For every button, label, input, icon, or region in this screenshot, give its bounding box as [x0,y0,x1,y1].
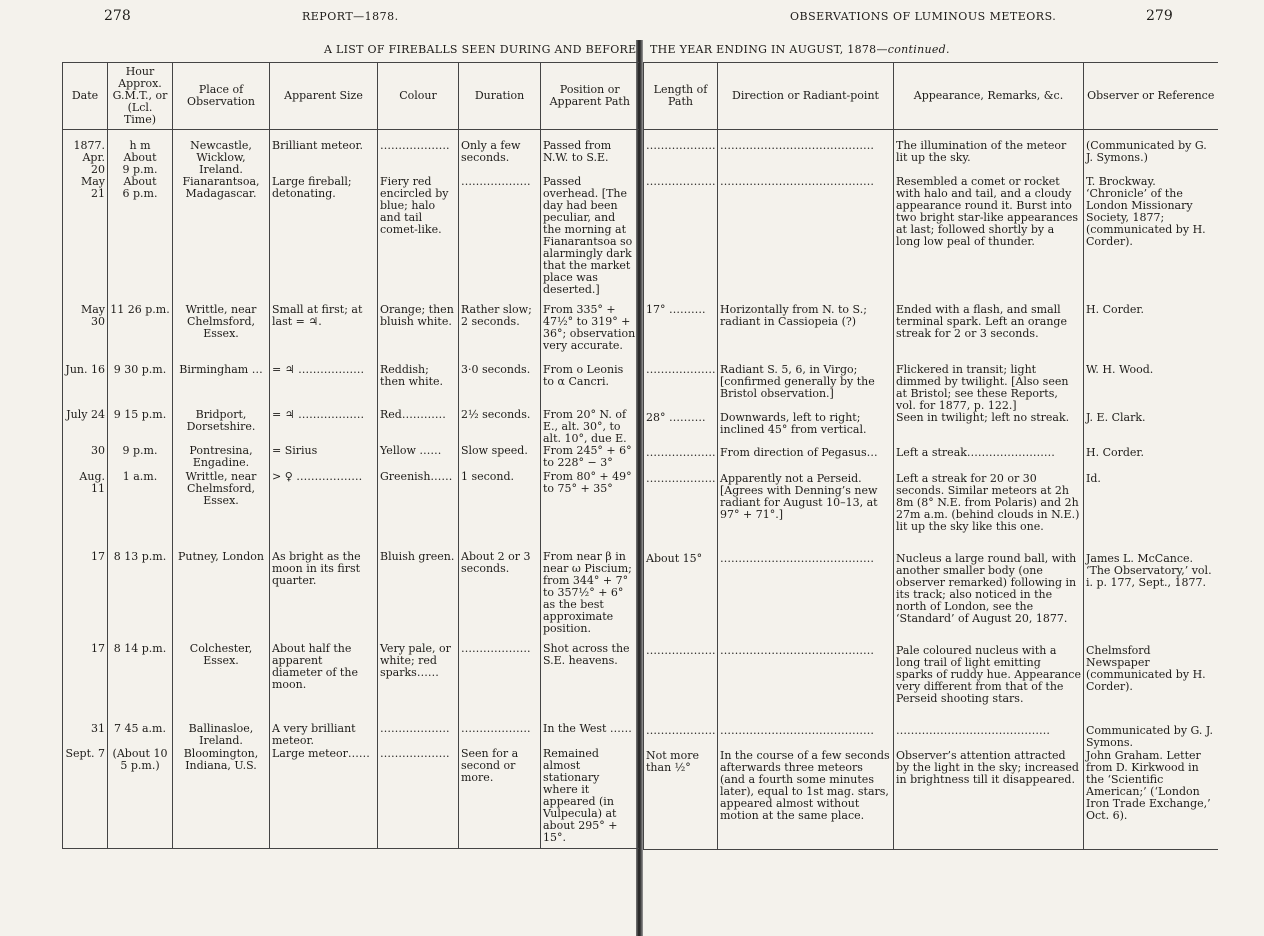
cell-size: = ♃ ……………… [270,364,378,409]
cell-hour: 9 30 p.m. [108,364,173,409]
cell-length: ………………. [644,130,718,176]
cell-size: A very brilliant meteor. [270,723,378,748]
cell-date: 31 [63,723,108,748]
cell-hour: 7 45 a.m. [108,723,173,748]
table-title-left: A LIST OF FIREBALLS SEEN DURING AND BEFORE [324,43,637,56]
col-colour-header: Colour [378,63,459,130]
cell-duration: 1 second. [459,471,541,551]
cell-path: Passed from N.W. to S.E. [541,130,639,177]
cell-observer: J. E. Clark. [1084,412,1218,447]
cell-size: Small at first; at last = ♃. [270,304,378,364]
left-page-number: 278 [104,8,131,24]
cell-path: From 80° + 49° to 75° + 35° [541,471,639,551]
cell-direction: Downwards, left to right; inclined 45° from vertical. [718,412,894,447]
cell-direction: In the course of a few seconds afterwards three meteors (and a fourth some minutes later), equal to 1st mag. stars, appeared almost without motion at the same place. [718,750,894,850]
cell-remarks: Pale coloured nucleus with a long trail of light emitting sparks of ruddy hue. Appearance very different from that of the Perseid shooting stars. [894,645,1084,725]
table-row [644,645,1218,725]
cell-path: From ο Leonis to α Cancri. [541,364,639,409]
col-date-header: Date [63,63,108,130]
cell-size: = ♃ ……………… [270,409,378,445]
cell-size: Brilliant meteor. [270,130,378,177]
table-row [63,471,639,551]
cell-length: ………………. [644,176,718,304]
table-row [63,409,639,445]
cell-observer: H. Corder. [1084,447,1218,473]
right-page-number: 279 [1146,8,1173,24]
cell-direction: …………………………………… [718,725,894,750]
cell-colour: ………………. [378,748,459,848]
cell-date: May 30 [63,304,108,364]
cell-length: 28° ………. [644,412,718,447]
table-title-right [650,43,950,56]
table-row [644,473,1218,553]
left-header-row [63,63,639,130]
cell-direction: From direction of Pegasus… [718,447,894,473]
cell-place: Birmingham … [173,364,270,409]
table-row [644,364,1218,412]
table-row [63,364,639,409]
cell-date: 17 [63,643,108,723]
table-row [644,447,1218,473]
table-row [644,725,1218,750]
right-header-row [644,63,1218,130]
cell-path: From 335° + 47½° to 319° + 36°; observation very accurate. [541,304,639,364]
cell-size: Large fireball; detonating. [270,176,378,304]
cell-remarks: The illumination of the meteor lit up the sky. [894,130,1084,176]
table-row [644,412,1218,447]
cell-observer: James L. McCance. ‘The Observatory,’ vol. i. p. 177, Sept., 1877. [1084,553,1218,645]
col-size-header: Apparent Size [270,63,378,130]
table-row [63,748,639,848]
cell-colour: ………………. [378,723,459,748]
cell-observer: John Graham. Letter from D. Kirkwood in the ‘Scientific American;’ (‘London Iron Trade Exchange,’ Oct. 6). [1084,750,1218,850]
left-running-head: REPORT—1878. [302,10,399,23]
cell-size: = Sirius [270,445,378,471]
cell-date: 30 [63,445,108,471]
col-hour-header: Hour Approx. G.M.T., or (Lcl. Time) [108,63,173,130]
cell-path: Remained almost stationary where it appeared (in Vulpecula) at about 295° + 15°. [541,748,639,848]
cell-length: ………………. [644,447,718,473]
cell-date: 1877. Apr. 20 [63,130,108,177]
cell-observer: Chelmsford Newspaper (communicated by H. Corder). [1084,645,1218,725]
cell-length: ………………. [644,473,718,553]
cell-remarks: Seen in twilight; left no streak. [894,412,1084,447]
cell-hour: 8 13 p.m. [108,551,173,643]
cell-date: May 21 [63,176,108,304]
cell-place: Fianarantsoa, Madagascar. [173,176,270,304]
cell-observer: Id. [1084,473,1218,553]
cell-place: Writtle, near Chelmsford, Essex. [173,304,270,364]
table-title-right-text: THE YEAR ENDING IN AUGUST, 1878— [650,43,888,56]
cell-remarks: Left a streak for 20 or 30 seconds. Similar meteors at 2h 8m (8° N.E. from Polaris) and 2h 27m a.m. (behind clouds in N.E.) lit up the sky like this one. [894,473,1084,553]
table-row [644,553,1218,645]
cell-length: ………………. [644,364,718,412]
cell-date: 17 [63,551,108,643]
cell-place: Ballinasloe, Ireland. [173,723,270,748]
cell-duration: ………………. [459,723,541,748]
cell-duration: 2½ seconds. [459,409,541,445]
cell-observer: Communicated by G. J. Symons. [1084,725,1218,750]
table-row [644,176,1218,304]
cell-duration: Slow speed. [459,445,541,471]
cell-observer: (Communicated by G. J. Symons.) [1084,130,1218,176]
cell-date: Sept. 7 [63,748,108,848]
table-row [63,176,639,304]
cell-remarks: Left a streak…………………… [894,447,1084,473]
cell-length: ………………. [644,645,718,725]
table-row [644,304,1218,364]
cell-remarks: Observer’s attention attracted by the light in the sky; increased in brightness till it disappeared. [894,750,1084,850]
cell-hour: 8 14 p.m. [108,643,173,723]
cell-direction: …………………………………… [718,553,894,645]
cell-hour: h m About 9 p.m. [108,130,173,177]
cell-remarks: …………………………………… [894,725,1084,750]
cell-direction: …………………………………… [718,645,894,725]
cell-hour: 1 a.m. [108,471,173,551]
table-row [63,445,639,471]
cell-colour: Very pale, or white; red sparks…… [378,643,459,723]
cell-hour: About 6 p.m. [108,176,173,304]
cell-length: ………………. [644,725,718,750]
cell-hour: (About 10 5 p.m.) [108,748,173,848]
cell-date: Jun. 16 [63,364,108,409]
col-path-header: Position or Apparent Path [541,63,639,130]
cell-duration: ………………. [459,643,541,723]
cell-colour: ………………. [378,130,459,177]
cell-colour: Yellow …… [378,445,459,471]
cell-place: Colchester, Essex. [173,643,270,723]
cell-duration: 3·0 seconds. [459,364,541,409]
cell-size: Large meteor…… [270,748,378,848]
cell-colour: Red………… [378,409,459,445]
cell-date: Aug. 11 [63,471,108,551]
fireball-table-right [643,62,1218,850]
cell-path: In the West …… [541,723,639,748]
table-row [644,750,1218,850]
cell-duration: Seen for a second or more. [459,748,541,848]
col-length-header: Length of Path [644,63,718,130]
fireball-table-left [62,62,639,849]
cell-colour: Greenish…… [378,471,459,551]
cell-colour: Reddish; then white. [378,364,459,409]
cell-colour: Bluish green. [378,551,459,643]
cell-remarks: Nucleus a large round ball, with another smaller body (one observer remarked) following in its track; also noticed in the north of London, see the ‘Standard’ of August 20, 1877. [894,553,1084,645]
table-row [63,304,639,364]
table-row [63,723,639,748]
cell-hour: 11 26 p.m. [108,304,173,364]
table-title-continued: continued. [887,43,950,56]
cell-path: Passed overhead. [The day had been peculiar, and the morning at Fianarantsoa so alarmingly dark that the market place was deserted.] [541,176,639,304]
cell-size: > ♀ ……………… [270,471,378,551]
cell-direction: Apparently not a Perseid. [Agrees with Denning’s new radiant for August 10–13, at 97° + 71°.] [718,473,894,553]
cell-observer: T. Brockway. ‘Chronicle’ of the London Missionary Society, 1877; (communicated by H. Corder). [1084,176,1218,304]
cell-date: July 24 [63,409,108,445]
cell-direction: …………………………………… [718,176,894,304]
cell-hour: 9 15 p.m. [108,409,173,445]
table-row [644,130,1218,176]
col-remarks-header: Appearance, Remarks, &c. [894,63,1084,130]
cell-length: About 15° [644,553,718,645]
table-row [63,643,639,723]
cell-duration: Only a few seconds. [459,130,541,177]
cell-remarks: Ended with a flash, and small terminal spark. Left an orange streak for 2 or 3 seconds. [894,304,1084,364]
cell-remarks: Resembled a comet or rocket with halo and tail, and a cloudy appearance round it. Burst into two bright star-like appearances at last; followed shortly by a long low peal of thunder. [894,176,1084,304]
table-row [63,130,639,177]
cell-place: Bridport, Dorsetshire. [173,409,270,445]
cell-duration: About 2 or 3 seconds. [459,551,541,643]
cell-place: Writtle, near Chelmsford, Essex. [173,471,270,551]
cell-path: From 245° + 6° to 228° − 3° [541,445,639,471]
cell-hour: 9 p.m. [108,445,173,471]
cell-direction: Radiant S. 5, 6, in Virgo; [confirmed generally by the Bristol observation.] [718,364,894,412]
cell-remarks: Flickered in transit; light dimmed by twilight. [Also seen at Bristol; see these Reports, vol. for 1877, p. 122.] [894,364,1084,412]
cell-path: Shot across the S.E. heavens. [541,643,639,723]
cell-direction: Horizontally from N. to S.; radiant in Cassiopeia (?) [718,304,894,364]
col-duration-header: Duration [459,63,541,130]
cell-observer: W. H. Wood. [1084,364,1218,412]
cell-duration: Rather slow; 2 seconds. [459,304,541,364]
cell-place: Pontresina, Engadine. [173,445,270,471]
cell-duration: ………………. [459,176,541,304]
col-place-header: Place of Observation [173,63,270,130]
cell-size: About half the apparent diameter of the moon. [270,643,378,723]
cell-place: Bloomington, Indiana, U.S. [173,748,270,848]
cell-place: Putney, London [173,551,270,643]
cell-colour: Fiery red encircled by blue; halo and tail comet-like. [378,176,459,304]
col-direction-header: Direction or Radiant-point [718,63,894,130]
cell-size: As bright as the moon in its first quarter. [270,551,378,643]
cell-path: From 20° N. of E., alt. 30°, to alt. 10°, due E. [541,409,639,445]
cell-length: Not more than ½° [644,750,718,850]
col-observer-header: Observer or Reference [1084,63,1218,130]
cell-path: From near β in near ω Piscium; from 344° + 7° to 357½° + 6° as the best approximate position. [541,551,639,643]
cell-observer: H. Corder. [1084,304,1218,364]
cell-length: 17° ………. [644,304,718,364]
table-row [63,551,639,643]
right-running-head: OBSERVATIONS OF LUMINOUS METEORS. [790,10,1057,23]
cell-place: Newcastle, Wicklow, Ireland. [173,130,270,177]
cell-direction: …………………………………… [718,130,894,176]
cell-colour: Orange; then bluish white. [378,304,459,364]
